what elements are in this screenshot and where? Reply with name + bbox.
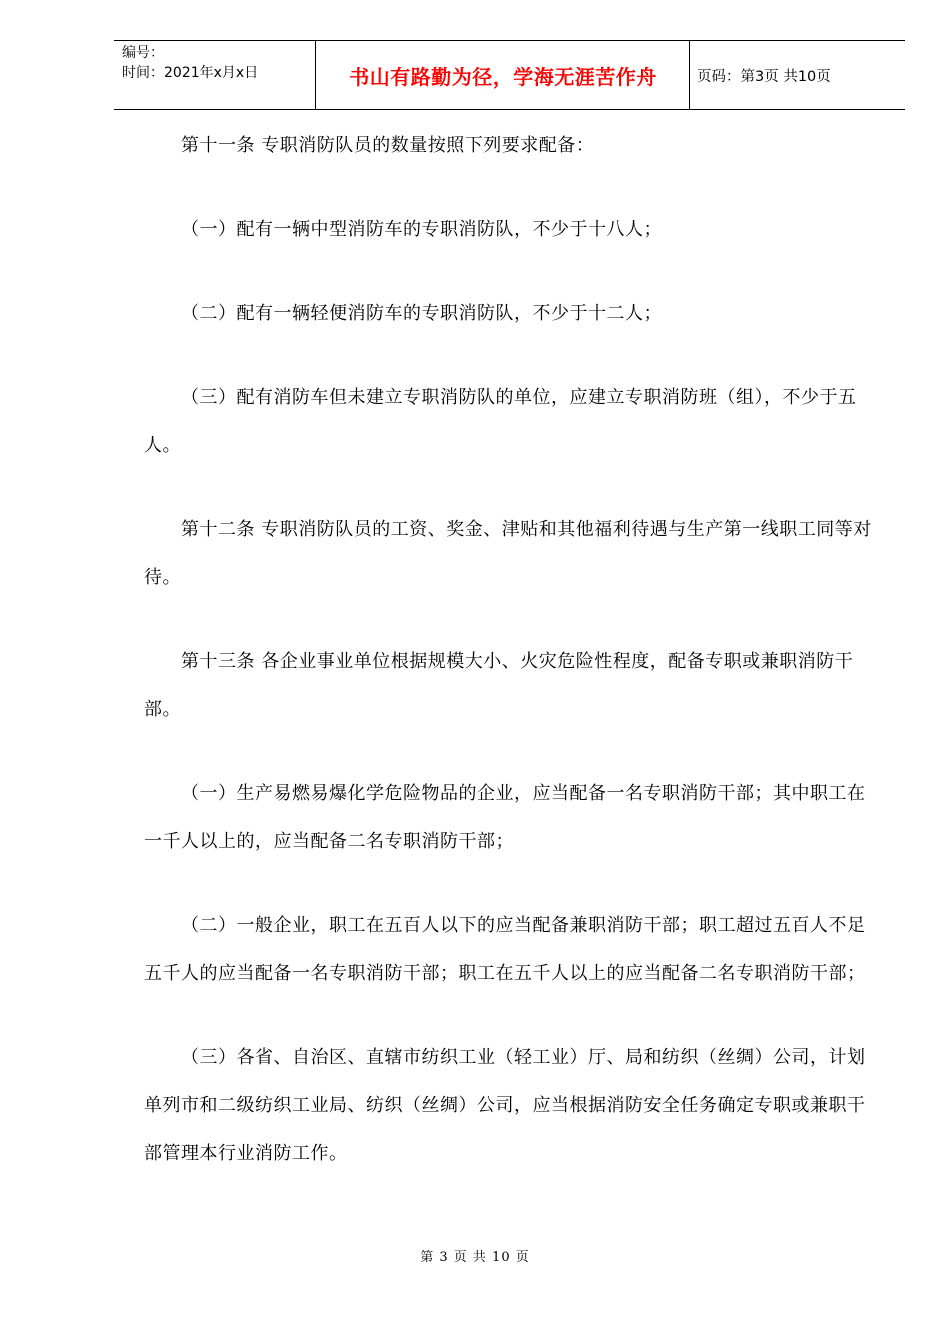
paragraph: （一）生产易燃易爆化学危险物品的企业，应当配备一名专职消防干部；其中职工在一千人以上的，应当配备二名专职消防干部； (144, 783, 866, 852)
paragraph: （一）配有一辆中型消防车的专职消防队，不少于十八人； (181, 219, 662, 240)
header-divider (689, 41, 690, 109)
header-motto: 书山有路勤为径，学海无涯苦作舟 (349, 64, 657, 89)
document-body (144, 122, 874, 1214)
paragraph: 第十三条 各企业事业单位根据规模大小、火灾危险性程度，配备专职或兼职消防干部。 (144, 651, 854, 720)
paragraph: 第十一条 专职消防队员的数量按照下列要求配备： (181, 135, 595, 156)
page-header (114, 40, 905, 110)
paragraph: （三）各省、自治区、直辖市纺织工业（轻工业）厅、局和纺织（丝绸）公司，计划单列市和二级纺织工业局、纺织（丝绸）公司，应当根据消防安全任务确定专职或兼职干部管理本行业消防工作。 (144, 1047, 866, 1164)
document-time-label: 时间：2021年x月x日 (122, 65, 259, 81)
header-page-info: 页码：第3页 共10页 (697, 68, 831, 85)
paragraph: （三）配有消防车但未建立专职消防队的单位，应建立专职消防班（组），不少于五人。 (144, 387, 857, 456)
header-meta (122, 43, 258, 83)
page-footer: 第 3 页 共 10 页 (420, 1250, 530, 1265)
paragraph: 第十二条 专职消防队员的工资、奖金、津贴和其他福利待遇与生产第一线职工同等对待。 (144, 519, 872, 588)
paragraph: （二）配有一辆轻便消防车的专职消防队，不少于十二人； (181, 303, 662, 324)
paragraph: （二）一般企业，职工在五百人以下的应当配备兼职消防干部；职工超过五百人不足五千人的应当配备一名专职消防干部；职工在五千人以上的应当配备二名专职消防干部； (144, 915, 866, 984)
document-number-label: 编号： (122, 45, 164, 61)
